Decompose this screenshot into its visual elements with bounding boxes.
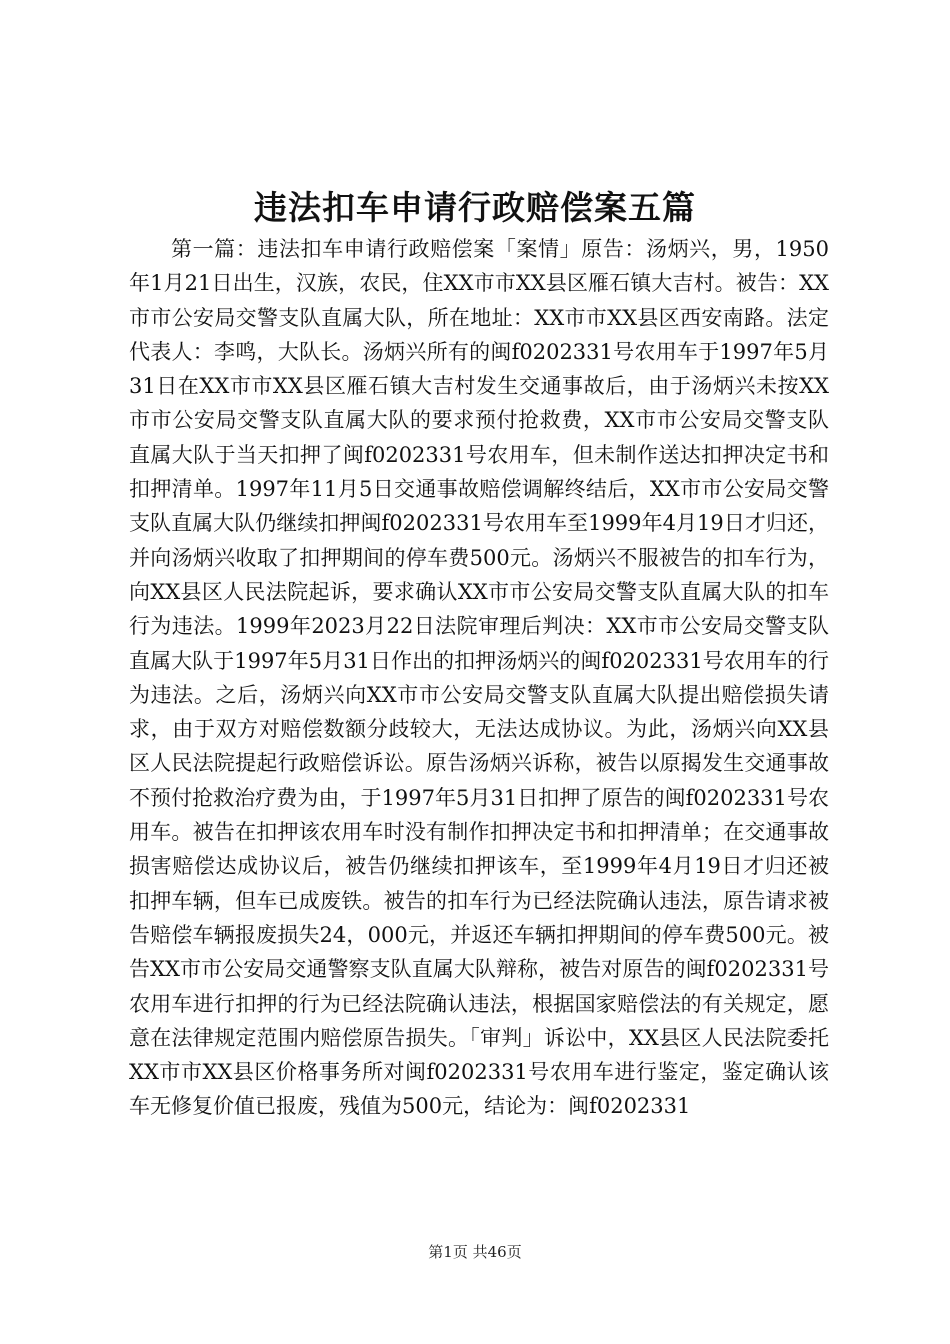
document-title: 违法扣车申请行政赔偿案五篇 [254,188,696,227]
page-footer: 第1页 共46页 [428,1243,522,1261]
document-body: 第一篇：违法扣车申请行政赔偿案「案情」原告：汤炳兴，男，1950年1月21日出生，汉族，农民，住XX市市XX县区雁石镇大吉村。被告：XX市市公安局交警支队直属大队，所在地址：XX市市XX县区西安南路。法定代表人：李鸣，大队长。汤炳兴所有的闽f0202331号农用车于1997年5月31日在XX市市XX县区雁石镇大吉村发生交通事故后，由于汤炳兴未按XX市市公安局交警支队直属大队的要求预付抢救费，XX市市公安局交警支队直属大队于当天扣押了闽f0202331号农用车，但未制作送达扣押决定书和扣押清单。1997年11月5日交通事故赔偿调解终结后，XX市市公安局交警支队直属大队仍继续扣押闽f0202331号农用车至1999年4月19日才归还，并向汤炳兴收取了扣押期间的停车费500元。汤炳兴不服被告的扣车行为，向XX县区人民法院起诉，要求确认XX市市公安局交警支队直属大队的扣车行为违法。1999年2023月22日法院审理后判决：XX市市公安局交警支队直属大队于1997年5月31日作出的扣押汤炳兴的闽f0202331号农用车的行为违法。之后，汤炳兴向XX市市公安局交警支队直属大队提出赔偿损失请求，由于双方对赔偿数额分歧较大，无法达成协议。为此，汤炳兴向XX县区人民法院提起行政赔偿诉讼。原告汤炳兴诉称，被告以原揭发生交通事故不预付抢救治疗费为由，于1997年5月31日扣押了原告的闽f0202331号农用车。被告在扣押该农用车时没有制作扣押决定书和扣押清单；在交通事故损害赔偿达成协议后，被告仍继续扣押该车，至1999年4月19日才归还被扣押车辆，但车已成废铁。被告的扣车行为已经法院确认违法，原告请求被告赔偿车辆报废损失24，000元，并返还车辆扣押期间的停车费500元。被告XX市市公安局交通警察支队直属大队辩称，被告对原告的闽f0202331号农用车进行扣押的行为已经法院确认违法，根据国家赔偿法的有关规定，愿意在法律规定范围内赔偿原告损失。「审判」诉讼中，XX县区人民法院委托XX市市XX县区价格事务所对闽f0202331号农用车进行鉴定，鉴定确认该车无修复价值已报废，残值为500元，结论为：闽f0202331 [129,237,829,1119]
